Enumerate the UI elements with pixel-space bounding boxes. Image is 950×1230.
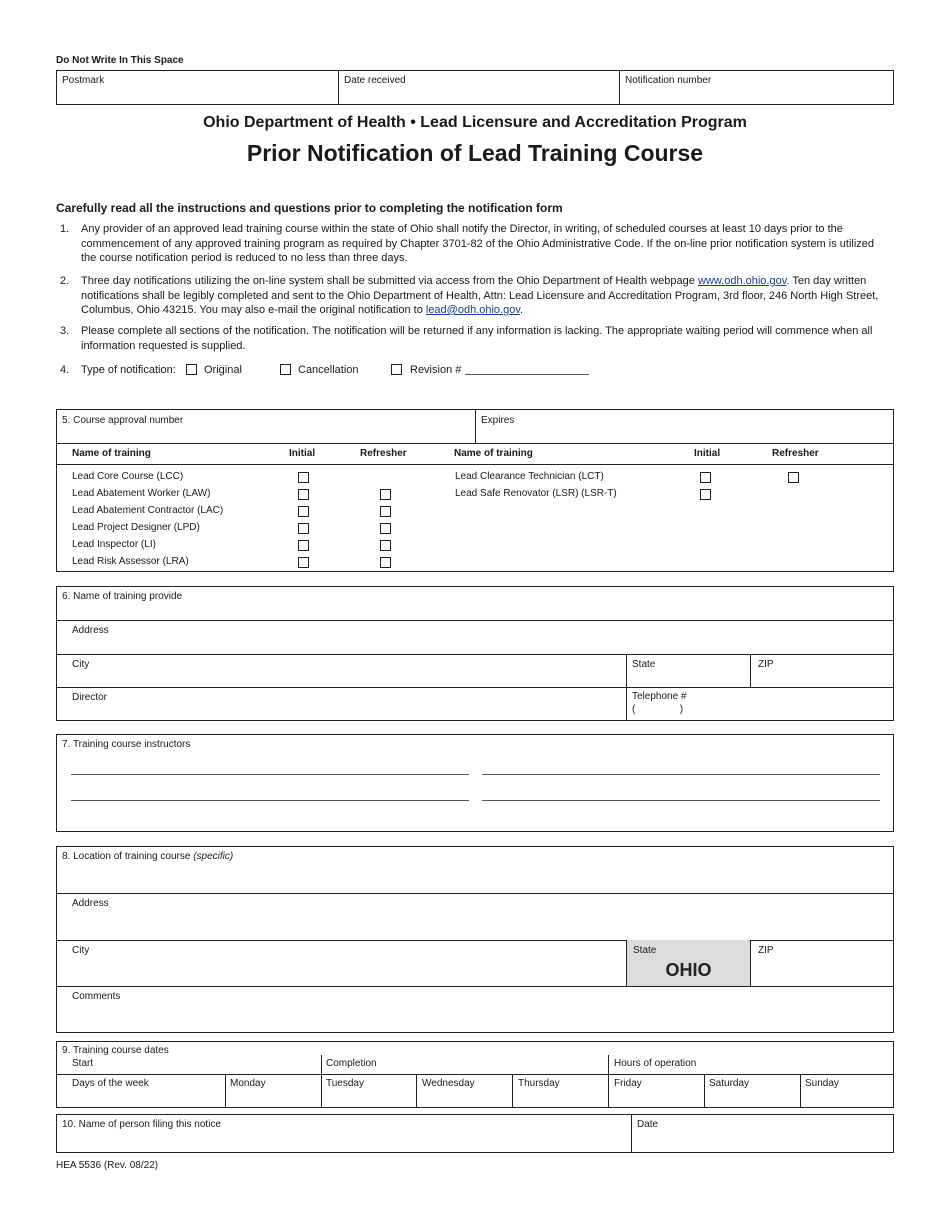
instructions-heading: Carefully read all the instructions and questions prior to completing the notification form <box>56 201 563 215</box>
provider-zip-label: ZIP <box>758 659 774 670</box>
lac-initial-checkbox[interactable] <box>298 506 309 517</box>
provider-director-input[interactable] <box>72 704 612 720</box>
location-state-value: OHIO <box>665 960 712 980</box>
instruction-1: Any provider of an approved lead training course within the state of Ohio shall notify the Director, in writing, of scheduled courses at least 10 days prior to the commencement of any approved training program as required by Chapter 3701-82 of the Ohio Administrative Code. If the on-line prior notification system is utilized the course notification period is reduced to no less than three days. <box>81 223 875 264</box>
provider-name-label: 6. Name of training provide <box>62 591 183 602</box>
divider <box>631 1115 632 1152</box>
training-lac-label: Lead Abatement Contractor (LAC) <box>72 505 224 516</box>
completion-label: Completion <box>326 1058 377 1069</box>
location-zip-label: ZIP <box>758 945 774 956</box>
divider <box>512 1074 513 1108</box>
revision-number-field[interactable] <box>465 374 589 375</box>
dates-label: 9. Training course dates <box>62 1045 169 1056</box>
notification-type-label: Type of notification: <box>81 364 176 376</box>
postmark-label: Postmark <box>62 75 105 86</box>
divider <box>57 687 893 688</box>
lac-refresher-checkbox[interactable] <box>380 506 391 517</box>
training-law-label: Lead Abatement Worker (LAW) <box>72 488 211 499</box>
divider <box>57 1074 893 1075</box>
lpd-refresher-checkbox[interactable] <box>380 523 391 534</box>
location-address-label: Address <box>72 898 109 909</box>
training-lsr-label: Lead Safe Renovator (LSR) (LSR-T) <box>455 488 617 499</box>
date-received-label: Date received <box>344 75 406 86</box>
location-zip-input[interactable] <box>758 960 883 978</box>
col-name-header: Name of training <box>454 448 533 459</box>
provider-address-input[interactable] <box>72 637 882 653</box>
lra-initial-checkbox[interactable] <box>298 557 309 568</box>
day-saturday[interactable]: Saturday <box>709 1078 750 1089</box>
training-lcc-label: Lead Core Course (LCC) <box>72 471 184 482</box>
training-lpd-label: Lead Project Designer (LPD) <box>72 522 200 533</box>
notification-number-label: Notification number <box>625 75 712 86</box>
divider <box>750 654 751 687</box>
location-address-input[interactable] <box>72 913 882 931</box>
col-refresher-header: Refresher <box>772 448 819 459</box>
item-number: 3. <box>60 325 70 337</box>
divider <box>57 654 893 655</box>
location-city-label: City <box>72 945 90 956</box>
provider-zip-input[interactable] <box>758 671 883 687</box>
divider <box>225 1074 226 1108</box>
divider <box>57 893 893 894</box>
col-refresher-header: Refresher <box>360 448 407 459</box>
divider <box>57 620 893 621</box>
lpd-initial-checkbox[interactable] <box>298 523 309 534</box>
divider <box>619 71 620 104</box>
day-tuesday[interactable]: Tuesday <box>326 1078 364 1089</box>
page-title: Prior Notification of Lead Training Course <box>246 140 704 166</box>
instruction-2 <box>81 274 891 318</box>
training-lra-label: Lead Risk Assessor (LRA) <box>72 556 189 567</box>
location-label <box>62 851 233 862</box>
lead-email-link[interactable]: lead@odh.ohio.gov <box>425 304 521 316</box>
divider <box>704 1074 705 1108</box>
location-label-specific: (specific) <box>193 851 234 862</box>
location-section <box>56 846 894 1033</box>
item-number: 4. <box>60 364 70 376</box>
office-use-box <box>56 70 894 105</box>
telephone-area-code[interactable]: ( ) <box>632 704 684 715</box>
agency-title: Ohio Department of Health • Lead Licensure and Accreditation Program <box>203 114 747 131</box>
law-refresher-checkbox[interactable] <box>380 489 391 500</box>
instructor-line[interactable] <box>482 800 880 801</box>
lct-refresher-checkbox[interactable] <box>788 472 799 483</box>
start-label: Start <box>72 1058 94 1069</box>
instructors-section <box>56 734 894 832</box>
filer-date-input[interactable] <box>637 1133 882 1150</box>
li-initial-checkbox[interactable] <box>298 540 309 551</box>
item-number: 2. <box>60 275 70 287</box>
location-city-input[interactable] <box>72 960 612 978</box>
instruction-2-text-b: . Ten day written notifications shall be legibly completed and sent to the Ohio Department of Health, Attn: Lead Licensure and Accreditation Program, 3rd floor, 246 North High Street, Columbus, Ohio 43215. You may also e-mail the original notification to <box>81 275 879 316</box>
divider <box>338 71 339 104</box>
office-use-heading: Do Not Write In This Space <box>56 55 184 66</box>
expires-input[interactable] <box>481 427 881 443</box>
lct-initial-checkbox[interactable] <box>700 472 711 483</box>
provider-director-label: Director <box>72 692 108 703</box>
training-lct-label: Lead Clearance Technician (LCT) <box>455 471 604 482</box>
filer-name-label: 10. Name of person filing this notice <box>62 1119 221 1130</box>
col-initial-header: Initial <box>694 448 721 459</box>
item-number: 1. <box>60 223 70 235</box>
lcc-initial-checkbox[interactable] <box>298 472 309 483</box>
divider <box>57 940 893 941</box>
provider-section <box>56 586 894 721</box>
divider <box>800 1074 801 1108</box>
cancellation-label: Cancellation <box>298 364 359 376</box>
divider <box>608 1055 609 1074</box>
instruction-2-text-a: Three day notifications utilizing the on-line system shall be submitted via access from the Ohio Department of Health webpage <box>81 275 698 287</box>
divider <box>57 443 893 444</box>
col-initial-header: Initial <box>289 448 316 459</box>
divider <box>608 1074 609 1108</box>
li-refresher-checkbox[interactable] <box>380 540 391 551</box>
provider-telephone-label: Telephone # <box>632 691 687 702</box>
day-thursday[interactable]: Thursday <box>518 1078 560 1089</box>
location-name-input[interactable] <box>62 867 882 885</box>
filer-date-label: Date <box>637 1119 659 1130</box>
course-section <box>56 409 894 572</box>
location-label-text: 8. Location of training course <box>62 851 191 862</box>
instruction-2-text-c: . <box>520 304 524 316</box>
day-sunday[interactable]: Sunday <box>805 1078 839 1089</box>
lra-refresher-checkbox[interactable] <box>380 557 391 568</box>
day-friday[interactable]: Friday <box>614 1078 642 1089</box>
provider-address-label: Address <box>72 625 109 636</box>
divider <box>416 1074 417 1108</box>
divider <box>750 940 751 986</box>
instruction-3: Please complete all sections of the notification. The notification will be returned if any information is lacking. The appropriate waiting period will commence when all information requested is supplied. <box>81 325 873 352</box>
filer-name-input[interactable] <box>62 1133 622 1150</box>
instructor-line[interactable] <box>482 774 880 775</box>
revision-checkbox[interactable] <box>391 364 402 375</box>
filer-section <box>56 1114 894 1153</box>
provider-state-label: State <box>632 659 656 670</box>
course-approval-input[interactable] <box>62 427 462 443</box>
comments-label: Comments <box>72 991 121 1002</box>
provider-city-input[interactable] <box>72 671 612 687</box>
divider <box>321 1055 322 1074</box>
day-wednesday[interactable]: Wednesday <box>422 1078 475 1089</box>
divider <box>321 1074 322 1108</box>
revision-label: Revision # <box>410 364 462 376</box>
odh-website-link[interactable]: www.odh.ohio.gov <box>697 275 787 287</box>
hours-label: Hours of operation <box>614 1058 697 1069</box>
dates-section <box>56 1041 894 1108</box>
provider-name-input[interactable] <box>62 603 882 619</box>
instructors-label: 7. Training course instructors <box>62 739 191 750</box>
divider <box>57 464 893 465</box>
col-name-header: Name of training <box>72 448 151 459</box>
law-initial-checkbox[interactable] <box>298 489 309 500</box>
lsr-initial-checkbox[interactable] <box>700 489 711 500</box>
training-li-label: Lead Inspector (LI) <box>72 539 156 550</box>
comments-input[interactable] <box>72 1007 882 1025</box>
original-label: Original <box>204 364 242 376</box>
course-approval-label: 5. Course approval number <box>62 415 184 426</box>
divider <box>475 410 476 444</box>
instructor-line[interactable] <box>71 800 469 801</box>
instructor-line[interactable] <box>71 774 469 775</box>
divider <box>57 986 893 987</box>
days-of-week-label: Days of the week <box>72 1078 149 1089</box>
location-state-cell <box>626 940 750 986</box>
provider-state-input[interactable] <box>632 671 742 687</box>
original-checkbox[interactable] <box>186 364 197 375</box>
expires-label: Expires <box>481 415 515 426</box>
location-state-label: State <box>633 945 657 956</box>
form-id: HEA 5536 (Rev. 08/22) <box>56 1160 159 1171</box>
day-monday[interactable]: Monday <box>230 1078 266 1089</box>
provider-city-label: City <box>72 659 90 670</box>
cancellation-checkbox[interactable] <box>280 364 291 375</box>
